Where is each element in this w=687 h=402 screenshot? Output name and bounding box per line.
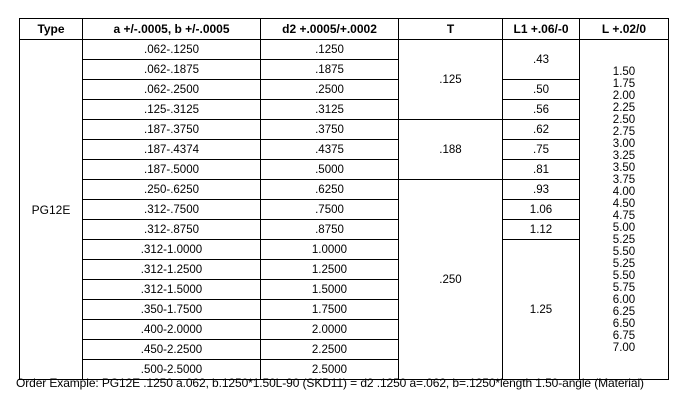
ab-cell: .312-1.0000 bbox=[83, 240, 261, 260]
l-value: 2.00 bbox=[612, 89, 636, 102]
order-example-note: Order Example: PG12E .1250 a.062, b.1250*1.50L-90 (SKD11) = d2 .1250 a=.062, b=.1250*length 1.50-angle (Material) bbox=[16, 376, 644, 390]
l-value: 1.75 bbox=[612, 77, 636, 90]
l-value: 1.50 bbox=[612, 65, 636, 78]
table-row bbox=[20, 100, 669, 120]
l-value: 5.50 bbox=[612, 269, 636, 282]
d2-cell: .5000 bbox=[261, 160, 399, 180]
ab-cell: .312-1.2500 bbox=[83, 260, 261, 280]
l1-cell: .93 bbox=[503, 180, 580, 200]
ab-cell: .187-.4374 bbox=[83, 140, 261, 160]
ab-cell: .312-1.5000 bbox=[83, 280, 261, 300]
ab-cell: .312-.7500 bbox=[83, 200, 261, 220]
l-value: 5.75 bbox=[612, 281, 636, 294]
l1-cell: .50 bbox=[503, 80, 580, 100]
header-ab: a +/-.0005, b +/-.0005 bbox=[83, 19, 261, 40]
ab-cell: .062-.1875 bbox=[83, 60, 261, 80]
table-row bbox=[20, 80, 669, 100]
header-l1: L1 +.06/-0 bbox=[503, 19, 580, 40]
table-row bbox=[20, 160, 669, 180]
l-value: 2.25 bbox=[612, 101, 636, 114]
d2-cell: .4375 bbox=[261, 140, 399, 160]
d2-cell: .7500 bbox=[261, 200, 399, 220]
l-value: 5.25 bbox=[612, 233, 636, 246]
t-cell: .250 bbox=[399, 180, 503, 380]
table-row bbox=[20, 180, 669, 200]
l-value: 4.50 bbox=[612, 197, 636, 210]
d2-cell: .3125 bbox=[261, 100, 399, 120]
header-row bbox=[20, 19, 669, 40]
d2-cell: .1875 bbox=[261, 60, 399, 80]
l-value: 6.00 bbox=[612, 293, 636, 306]
l-value: 6.25 bbox=[612, 305, 636, 318]
d2-cell: 1.2500 bbox=[261, 260, 399, 280]
ab-cell: .125-.3125 bbox=[83, 100, 261, 120]
l1-cell: .62 bbox=[503, 120, 580, 140]
ab-cell: .250-.6250 bbox=[83, 180, 261, 200]
l-value: 3.00 bbox=[612, 137, 636, 150]
t-cell: .125 bbox=[399, 40, 503, 120]
d2-cell: .1250 bbox=[261, 40, 399, 60]
ab-cell: .187-.5000 bbox=[83, 160, 261, 180]
l-value: 2.50 bbox=[612, 113, 636, 126]
ab-cell: .062-.2500 bbox=[83, 80, 261, 100]
ab-cell: .450-2.2500 bbox=[83, 340, 261, 360]
header-d2: d2 +.0005/+.0002 bbox=[261, 19, 399, 40]
d2-cell: .6250 bbox=[261, 180, 399, 200]
l-value: 7.00 bbox=[612, 341, 636, 354]
l-value: 4.00 bbox=[612, 185, 636, 198]
l1-cell: .75 bbox=[503, 140, 580, 160]
l1-cell: 1.25 bbox=[503, 240, 580, 380]
d2-cell: 2.2500 bbox=[261, 340, 399, 360]
l-value: 6.75 bbox=[612, 329, 636, 342]
d2-cell: 2.0000 bbox=[261, 320, 399, 340]
ab-cell: .500-2.5000 bbox=[83, 360, 261, 380]
header-t: T bbox=[399, 19, 503, 40]
ab-cell: .062-.1250 bbox=[83, 40, 261, 60]
l-value: 3.25 bbox=[612, 149, 636, 162]
header-l: L +.02/0 bbox=[580, 19, 669, 40]
l-value: 4.75 bbox=[612, 209, 636, 222]
d2-cell: 1.0000 bbox=[261, 240, 399, 260]
d2-cell: .3750 bbox=[261, 120, 399, 140]
l1-cell: .56 bbox=[503, 100, 580, 120]
table-row bbox=[20, 220, 669, 240]
table-row bbox=[20, 120, 669, 140]
spec-table bbox=[19, 18, 669, 380]
type-cell: PG12E bbox=[20, 40, 83, 380]
d2-cell: 1.5000 bbox=[261, 280, 399, 300]
d2-cell: 1.7500 bbox=[261, 300, 399, 320]
l-value: 5.50 bbox=[612, 245, 636, 258]
ab-cell: .350-1.7500 bbox=[83, 300, 261, 320]
ab-cell: .187-.3750 bbox=[83, 120, 261, 140]
l-value: 3.50 bbox=[612, 161, 636, 174]
t-cell: .188 bbox=[399, 120, 503, 180]
header-type: Type bbox=[20, 19, 83, 40]
l-value: 5.25 bbox=[612, 257, 636, 270]
l-value: 6.50 bbox=[612, 317, 636, 330]
ab-cell: .312-.8750 bbox=[83, 220, 261, 240]
l-value: 3.75 bbox=[612, 173, 636, 186]
l-value: 5.00 bbox=[612, 221, 636, 234]
l1-cell: 1.12 bbox=[503, 220, 580, 240]
l1-cell: .81 bbox=[503, 160, 580, 180]
table-row bbox=[20, 40, 669, 60]
table-row bbox=[20, 240, 669, 260]
l-value: 2.75 bbox=[612, 125, 636, 138]
d2-cell: 2.5000 bbox=[261, 360, 399, 380]
d2-cell: .2500 bbox=[261, 80, 399, 100]
l-values-cell bbox=[580, 40, 669, 380]
table-row bbox=[20, 200, 669, 220]
l1-cell: 1.06 bbox=[503, 200, 580, 220]
table-row bbox=[20, 140, 669, 160]
l1-cell: .43 bbox=[503, 40, 580, 80]
ab-cell: .400-2.0000 bbox=[83, 320, 261, 340]
d2-cell: .8750 bbox=[261, 220, 399, 240]
